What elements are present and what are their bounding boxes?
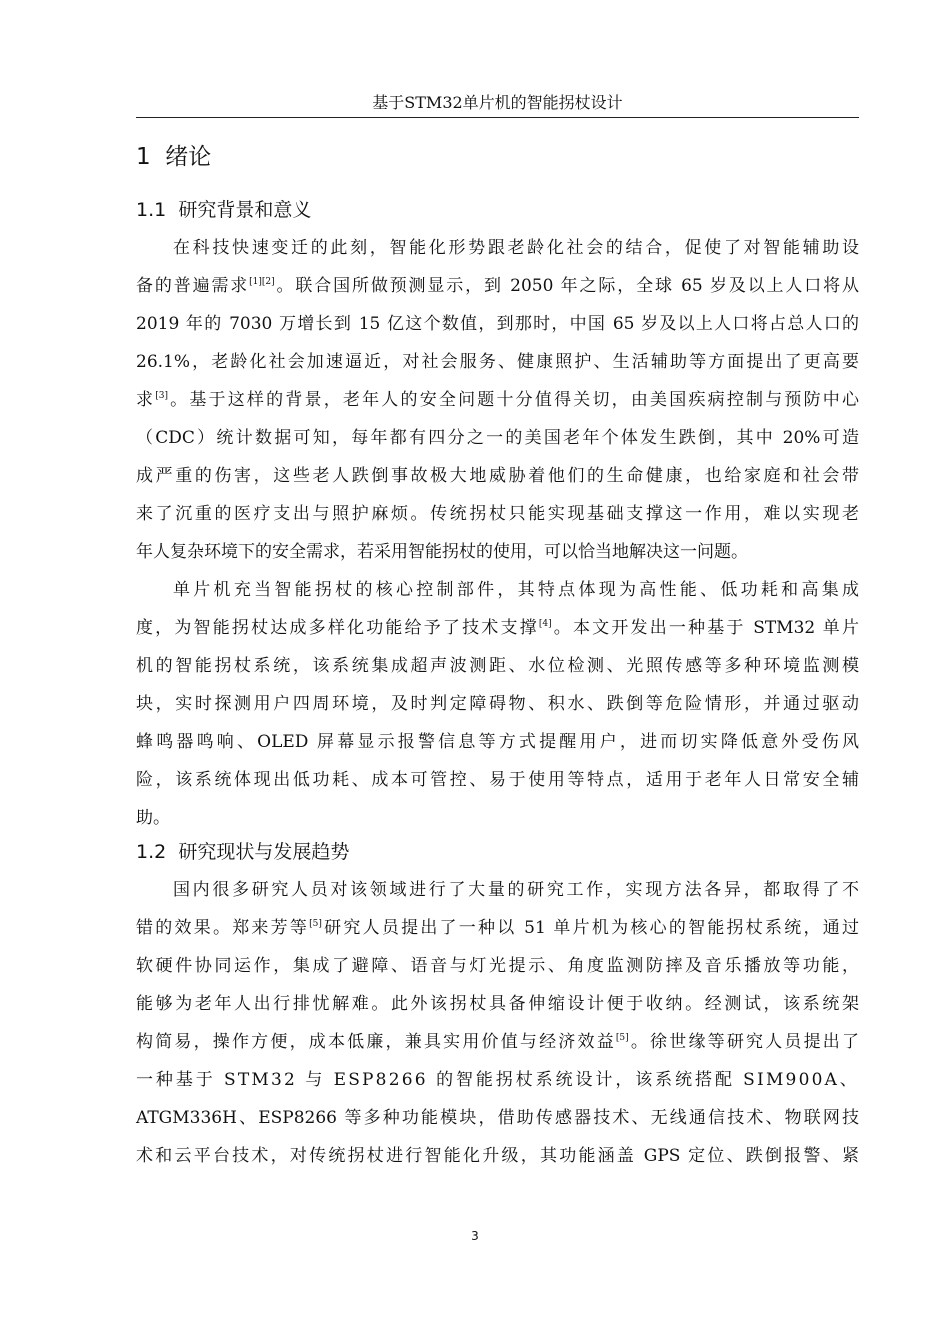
paragraph-line: 2019 年的 7030 万增长到 15 亿这个数值，到那时，中国 65 岁及以上人口将占总人口的 [136,314,859,334]
paragraph-line [136,381,859,419]
paragraph-background [136,229,859,571]
paragraph-line: 单片机充当智能拐杖的核心控制部件，其特点体现为高性能、低功耗和高集成 [173,580,859,600]
paragraph-line: 年人复杂环境下的安全需求，若采用智能拐杖的使用，可以恰当地解决这一问题。 [136,542,748,562]
paragraph-mcu [136,571,859,837]
text-run: 构简易，操作方便，成本低廉，兼具实用价值与经济效益 [136,1032,616,1052]
paragraph-line: ATGM336H、ESP8266 等多种功能模块，借助传感器技术、无线通信技术、物联网技 [136,1108,859,1128]
text-run: 。基于这样的背景，老年人的安全问题十分值得关切，由美国疾病控制与预防中心 [167,390,860,410]
text-run: 备的普遍需求 [136,276,250,296]
section-heading-1-2 [136,839,859,865]
paragraph-line [136,1023,859,1061]
chapter-number: 1 [136,144,151,170]
paragraph-line: 国内很多研究人员对该领域进行了大量的研究工作，实现方法各异，都取得了不 [173,880,859,900]
paragraph-line [136,909,859,947]
section-number: 1.2 [136,841,167,863]
section-heading-1-1 [136,197,859,223]
paragraph-line: 26.1%，老龄化社会加速逼近，对社会服务、健康照护、生活辅助等方面提出了更高要 [136,352,859,372]
paragraph-line: 蜂鸣器鸣响、OLED 屏幕显示报警信息等方式提醒用户，进而切实降低意外受伤风 [136,732,859,752]
paragraph-line: 助。 [136,808,170,828]
page-number: 3 [471,1229,479,1243]
paragraph-line: 来了沉重的医疗支出与照护麻烦。传统拐杖只能实现基础支撑这一作用，难以实现老 [136,504,859,524]
text-run: 求 [136,390,156,410]
paragraph-line: 块，实时探测用户四周环境，及时判定障碍物、积水、跌倒等危险情形，并通过驱动 [136,694,859,714]
citation-ref: [3] [155,391,168,401]
chapter-title: 绪论 [165,144,212,170]
paragraph-line: 成严重的伤害，这些老人跌倒事故极大地威胁着他们的生命健康，也给家庭和社会带 [136,466,859,486]
text-run: 。本文开发出一种基于 STM32 单片 [551,618,859,638]
section-title: 研究现状与发展趋势 [178,841,350,863]
paragraph-line: 险，该系统体现出低功耗、成本可管控、易于使用等特点，适用于老年人日常安全辅 [136,770,859,790]
paragraph-line: 术和云平台技术，对传统拐杖进行智能化升级，其功能涵盖 GPS 定位、跌倒报警、紧 [136,1146,859,1166]
page-body [136,142,859,1175]
paragraph-line [136,609,859,647]
paragraph-line: 机的智能拐杖系统，该系统集成超声波测距、水位检测、光照传感等多种环境监测模 [136,656,859,676]
paragraph-research-status [136,871,859,1175]
text-run: 。徐世缘等研究人员提出了 [628,1032,860,1052]
header-rule [136,117,859,118]
paragraph-line: 能够为老年人出行排忧解难。此外该拐杖具备伸缩设计便于收纳。经测试，该系统架 [136,994,859,1014]
citation-ref: [4] [538,619,552,629]
text-run: 错的效果。郑来芳等 [136,918,310,938]
paragraph-line: 一种基于 STM32 与 ESP8266 的智能拐杖系统设计，该系统搭配 SIM900A、 [136,1070,859,1090]
chapter-heading [136,142,859,172]
paragraph-line: （CDC）统计数据可知，每年都有四分之一的美国老年个体发生跌倒，其中 20%可造 [136,428,859,448]
paragraph-line [136,267,859,305]
citation-ref: [5] [309,919,322,929]
text-run: 。联合国所做预测显示，到 2050 年之际，全球 65 岁及以上人口将从 [274,276,860,296]
citation-ref: [5] [615,1033,629,1043]
text-run: 度，为智能拐杖达成多样化功能给予了技术支撑 [136,618,539,638]
paragraph-line: 在科技快速变迁的此刻，智能化形势跟老龄化社会的结合，促使了对智能辅助设 [173,238,859,258]
section-number: 1.1 [136,199,167,221]
running-header: 基于STM32单片机的智能拐杖设计 [372,93,623,112]
paragraph-line: 软硬件协同运作，集成了避障、语音与灯光提示、角度监测防摔及音乐播放等功能， [136,956,859,976]
citation-ref: [1][2] [249,277,275,287]
text-run: 研究人员提出了一种以 51 单片机为核心的智能拐杖系统，通过 [321,918,859,938]
section-title: 研究背景和意义 [178,199,312,221]
